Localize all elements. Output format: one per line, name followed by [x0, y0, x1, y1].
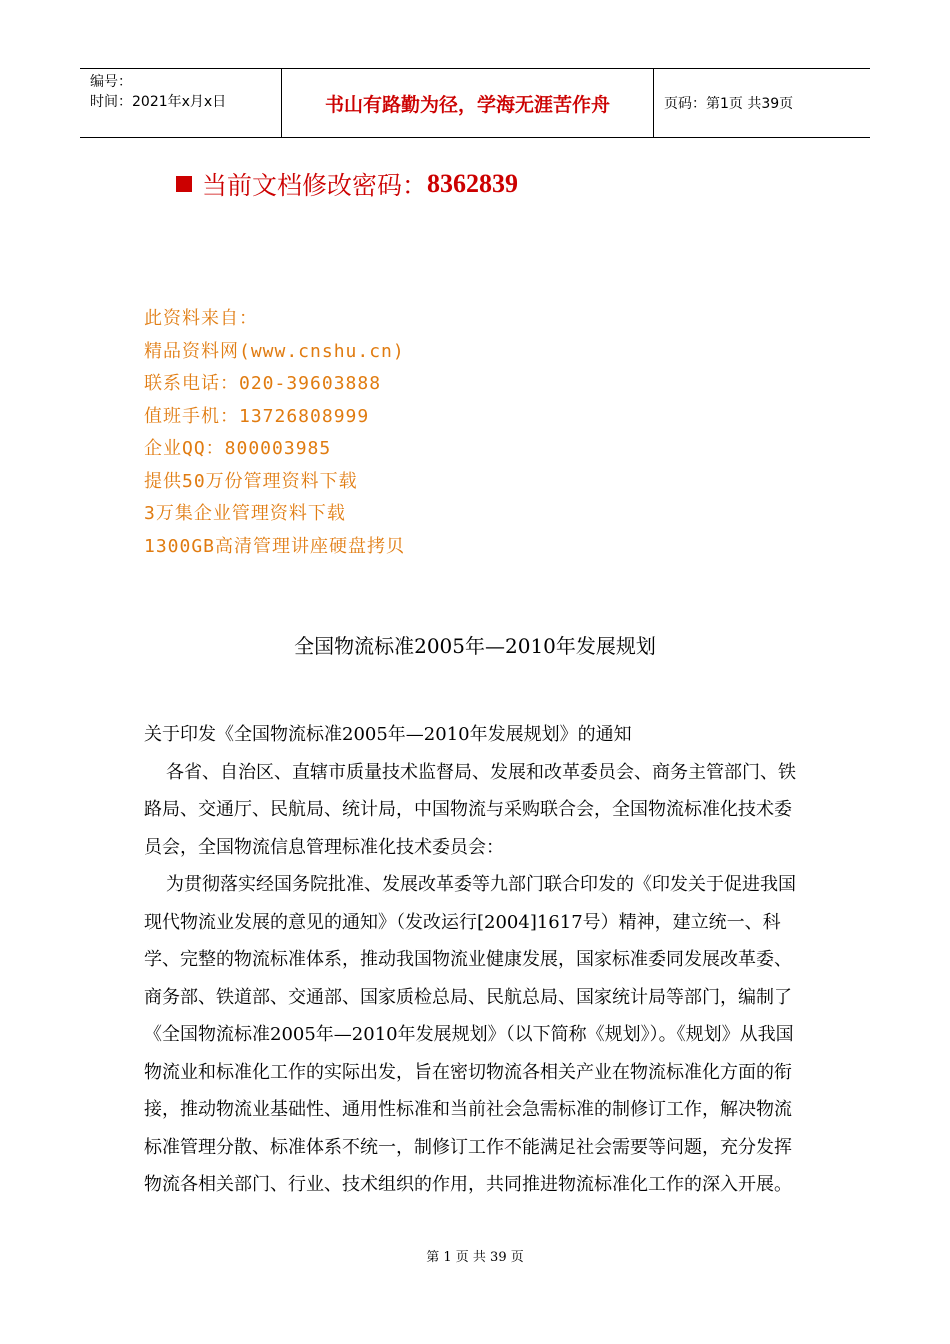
password-notice [176, 166, 518, 202]
header-motto: 书山有路勤为径，学海无涯苦作舟 [282, 69, 654, 137]
header-meta [80, 69, 282, 137]
source-line: 精品资料网(www.cnshu.cn) [144, 340, 405, 362]
page-footer: 第 1 页 共 39 页 [426, 1250, 524, 1265]
password-label: 当前文档修改密码： [202, 171, 428, 200]
document-title: 全国物流标准2005年—2010年发展规划 [294, 634, 656, 658]
source-info-block [144, 303, 405, 563]
source-line: 此资料来自： [144, 308, 258, 329]
source-line: 企业QQ：800003985 [144, 438, 332, 459]
source-line: 3万集企业管理资料下载 [144, 503, 346, 524]
source-line: 联系电话：020-39603888 [144, 373, 382, 394]
source-line: 提供50万份管理资料下载 [144, 470, 358, 492]
document-body [144, 716, 809, 1204]
body-paragraph: 为贯彻落实经国务院批准、发展改革委等九部门联合印发的《印发关于促进我国现代物流业发展的意见的通知》（发改运行[2004]1617号）精神，建立统一、科学、完整的物流标准体系，推动我国物流业健康发展，国家标准委同发展改革委、商务部、铁道部、交通部、国家质检总局、民航总局、国家统计局等部门，编制了《全国物流标准2005年—2010年发展规划》（以下简称《规划》）。《规划》从我国物流业和标准化工作的实际出发，旨在密切物流各相关产业在物流标准化方面的衔接，推动物流业基础性、通用性标准和当前社会急需标准的制修订工作，解决物流标准管理分散、标准体系不统一，制修订工作不能满足社会需要等问题，充分发挥物流各相关部门、行业、技术组织的作用，共同推进物流标准化工作的深入开展。 [144, 874, 796, 1195]
notice-title: 关于印发《全国物流标准2005年—2010年发展规划》的通知 [144, 724, 632, 745]
square-bullet-icon [176, 176, 192, 192]
time-label: 时间：2021年x月x日 [90, 94, 227, 110]
source-line: 1300GB高清管理讲座硬盘拷贝 [144, 535, 406, 557]
addressees-paragraph: 各省、自治区、直辖市质量技术监督局、发展和改革委员会、商务主管部门、铁路局、交通厅、民航局、统计局，中国物流与采购联合会，全国物流标准化技术委员会，全国物流信息管理标准化技术委员会： [144, 761, 796, 858]
header-page-info: 页码：第1页 共39页 [664, 96, 794, 112]
serial-number-label: 编号： [90, 74, 132, 90]
source-line: 值班手机：13726808999 [144, 405, 370, 427]
password-code: 8362839 [427, 169, 519, 198]
page-header [80, 68, 870, 138]
